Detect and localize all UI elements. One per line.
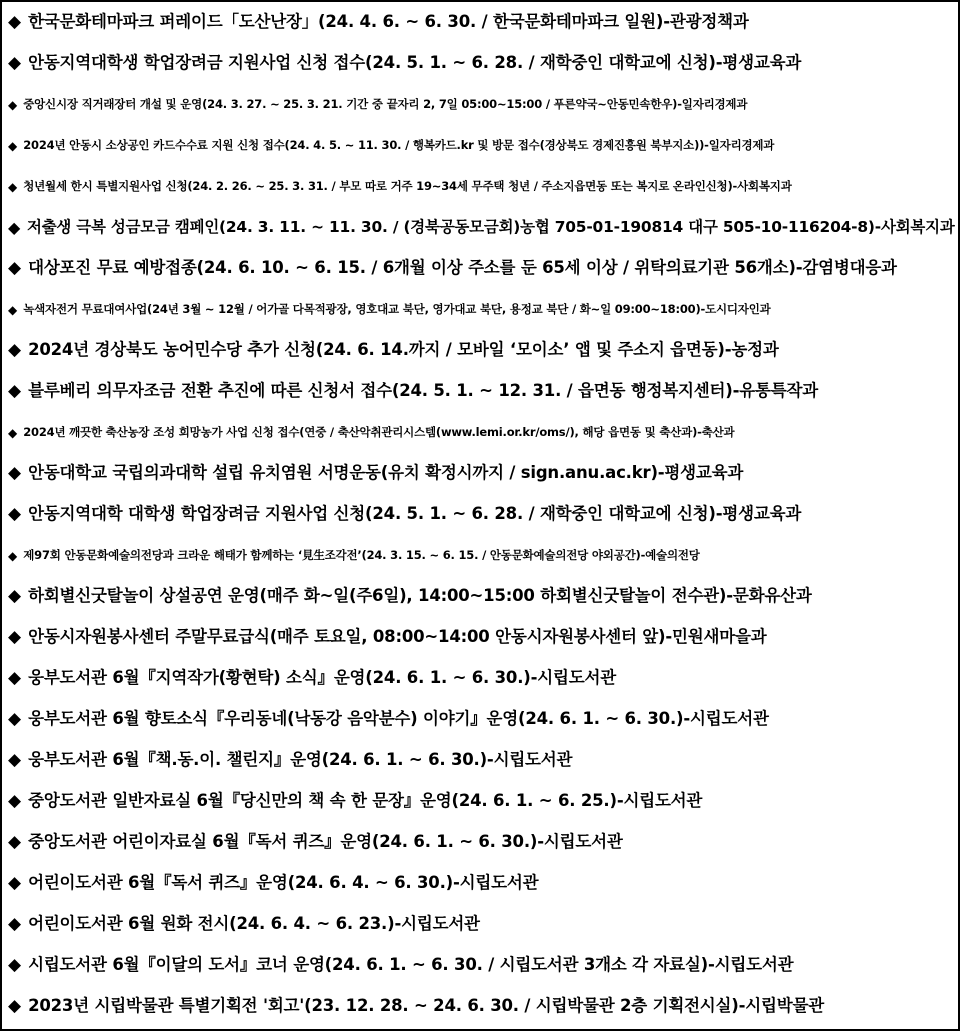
- list-item-text: 웅부도서관 6월 향토소식『우리동네(낙동강 음악분수) 이야기』운영(24. 6. 1. ~ 6. 30.)-시립도서관: [28, 709, 769, 729]
- list-item: [2, 658, 958, 699]
- list-item: [2, 535, 958, 576]
- diamond-bullet-icon: ◆: [8, 381, 22, 401]
- diamond-bullet-icon: ◆: [8, 955, 22, 975]
- list-item: [2, 781, 958, 822]
- diamond-bullet-icon: ◆: [8, 258, 22, 278]
- list-item-text: 어린이도서관 6월 원화 전시(24. 6. 4. ~ 6. 23.)-시립도서관: [28, 914, 480, 934]
- list-item: [2, 371, 958, 412]
- list-item-text: 청년월세 한시 특별지원사업 신청(24. 2. 26. ~ 25. 3. 31. / 부모 따로 거주 19~34세 무주택 청년 / 주소지읍면동 또는 복지로 온라인신청)-사회복지과: [23, 178, 792, 193]
- list-item-text: 안동지역대학생 학업장려금 지원사업 신청 접수(24. 5. 1. ~ 6. 28. / 재학중인 대학교에 신청)-평생교육과: [28, 53, 802, 73]
- list-item-text: 하회별신굿탈놀이 상설공연 운영(매주 화~일(주6일), 14:00~15:00 하회별신굿탈놀이 전수관)-문화유산과: [28, 586, 812, 606]
- list-item-text: 제97회 안동문화예술의전당과 크라운 해태가 함께하는 ‘見生조각전’(24. 3. 15. ~ 6. 15. / 안동문화예술의전당 야외공간)-예술의전당: [23, 547, 700, 562]
- diamond-bullet-icon: ◆: [8, 750, 22, 770]
- list-item: [2, 412, 958, 453]
- list-item-text: 한국문화테마파크 퍼레이드「도산난장」(24. 4. 6. ~ 6. 30. / 한국문화테마파크 일원)-관광정책과: [28, 12, 749, 32]
- diamond-bullet-icon: ◆: [8, 548, 18, 563]
- list-item: [2, 986, 958, 1027]
- diamond-bullet-icon: ◆: [8, 709, 22, 729]
- diamond-bullet-icon: ◆: [8, 586, 22, 606]
- list-item-text: 안동시자원봉사센터 주말무료급식(매주 토요일, 08:00~14:00 안동시자원봉사센터 앞)-민원새마을과: [28, 627, 767, 647]
- list-item-text: 웅부도서관 6월『지역작가(황현탁) 소식』운영(24. 6. 1. ~ 6. 30.)-시립도서관: [28, 668, 616, 688]
- list-item: [2, 330, 958, 371]
- diamond-bullet-icon: ◆: [8, 53, 22, 73]
- list-item-text: 블루베리 의무자조금 전환 추진에 따른 신청서 접수(24. 5. 1. ~ 12. 31. / 읍면동 행정복지센터)-유통특작과: [28, 381, 818, 401]
- list-item: [2, 617, 958, 658]
- diamond-bullet-icon: ◆: [8, 463, 22, 483]
- list-item-text: 중앙신시장 직거래장터 개설 및 운영(24. 3. 27. ~ 25. 3. 21. 기간 중 끝자리 2, 7일 05:00~15:00 / 푸른약국~안동민속한우)-일자리경제과: [23, 96, 748, 111]
- diamond-bullet-icon: ◆: [8, 138, 18, 153]
- diamond-bullet-icon: ◆: [8, 504, 22, 524]
- list-item: [2, 43, 958, 84]
- list-item: [2, 863, 958, 904]
- list-item: [2, 453, 958, 494]
- list-item: [2, 125, 958, 166]
- list-item-text: 안동지역대학 대학생 학업장려금 지원사업 신청(24. 5. 1. ~ 6. 28. / 재학중인 대학교에 신청)-평생교육과: [28, 504, 802, 524]
- list-item-text: 웅부도서관 6월『책.동.이. 챌린지』운영(24. 6. 1. ~ 6. 30.)-시립도서관: [28, 750, 573, 770]
- list-item: [2, 494, 958, 535]
- list-item: [2, 699, 958, 740]
- diamond-bullet-icon: ◆: [8, 97, 18, 112]
- diamond-bullet-icon: ◆: [8, 179, 18, 194]
- diamond-bullet-icon: ◆: [8, 914, 22, 934]
- list-item: [2, 740, 958, 781]
- diamond-bullet-icon: ◆: [8, 425, 18, 440]
- list-item-text: 중앙도서관 어린이자료실 6월『독서 퀴즈』운영(24. 6. 1. ~ 6. 30.)-시립도서관: [28, 832, 623, 852]
- diamond-bullet-icon: ◆: [8, 12, 22, 32]
- list-item-text: 중앙도서관 일반자료실 6월『당신만의 책 속 한 문장』운영(24. 6. 1. ~ 6. 25.)-시립도서관: [28, 791, 703, 811]
- diamond-bullet-icon: ◆: [8, 873, 22, 893]
- list-item-text: 저출생 극복 성금모금 캠페인(24. 3. 11. ~ 11. 30. / (경북공동모금회)농협 705-01-190814 대구 505-10-116204-8)-사회복지과: [27, 217, 955, 236]
- list-item-text: 어린이도서관 6월『독서 퀴즈』운영(24. 6. 4. ~ 6. 30.)-시립도서관: [28, 873, 539, 893]
- list-item: [2, 84, 958, 125]
- list-item-text: 2023년 시립박물관 특별기획전 '회고'(23. 12. 28. ~ 24. 6. 30. / 시립박물관 2층 기획전시실)-시립박물관: [28, 996, 824, 1016]
- list-item-text: 2024년 깨끗한 축산농장 조성 희망농가 사업 신청 접수(연중 / 축산악취관리시스템(www.lemi.or.kr/oms/), 해당 읍면동 및 축산과)-축산과: [23, 424, 735, 439]
- list-item-text: 안동대학교 국립의과대학 설립 유치염원 서명운동(유치 확정시까지 / sign.anu.ac.kr)-평생교육과: [28, 463, 744, 483]
- list-item: [2, 166, 958, 207]
- diamond-bullet-icon: ◆: [8, 340, 22, 360]
- list-item: [2, 248, 958, 289]
- diamond-bullet-icon: ◆: [8, 668, 22, 688]
- diamond-bullet-icon: ◆: [8, 791, 22, 811]
- list-item-text: 시립도서관 6월『이달의 도서』코너 운영(24. 6. 1. ~ 6. 30. / 시립도서관 3개소 각 자료실)-시립도서관: [28, 955, 794, 975]
- list-item: [2, 576, 958, 617]
- list-item: [2, 289, 958, 330]
- diamond-bullet-icon: ◆: [8, 302, 18, 317]
- list-item: [2, 822, 958, 863]
- list-item: [2, 904, 958, 945]
- diamond-bullet-icon: ◆: [8, 217, 21, 237]
- diamond-bullet-icon: ◆: [8, 627, 22, 647]
- list-item: [2, 2, 958, 43]
- list-item-text: 2024년 경상북도 농어민수당 추가 신청(24. 6. 14.까지 / 모바일 ‘모이소’ 앱 및 주소지 읍면동)-농정과: [28, 340, 779, 360]
- list-item-text: 2024년 안동시 소상공인 카드수수료 지원 신청 접수(24. 4. 5. ~ 11. 30. / 행복카드.kr 및 방문 접수(경상북도 경제진흥원 북부지소))-일자리경제과: [23, 137, 775, 152]
- list-item-text: 녹색자전거 무료대여사업(24년 3월 ~ 12월 / 어가골 다목적광장, 영호대교 북단, 영가대교 북단, 용정교 북단 / 화~일 09:00~18:00)-도시디자인과: [23, 301, 771, 316]
- diamond-bullet-icon: ◆: [8, 832, 22, 852]
- list-item: [2, 207, 958, 248]
- diamond-bullet-icon: ◆: [8, 996, 22, 1016]
- list-item: [2, 945, 958, 986]
- list-item-text: 대상포진 무료 예방접종(24. 6. 10. ~ 6. 15. / 6개월 이상 주소를 둔 65세 이상 / 위탁의료기관 56개소)-감염병대응과: [28, 258, 897, 278]
